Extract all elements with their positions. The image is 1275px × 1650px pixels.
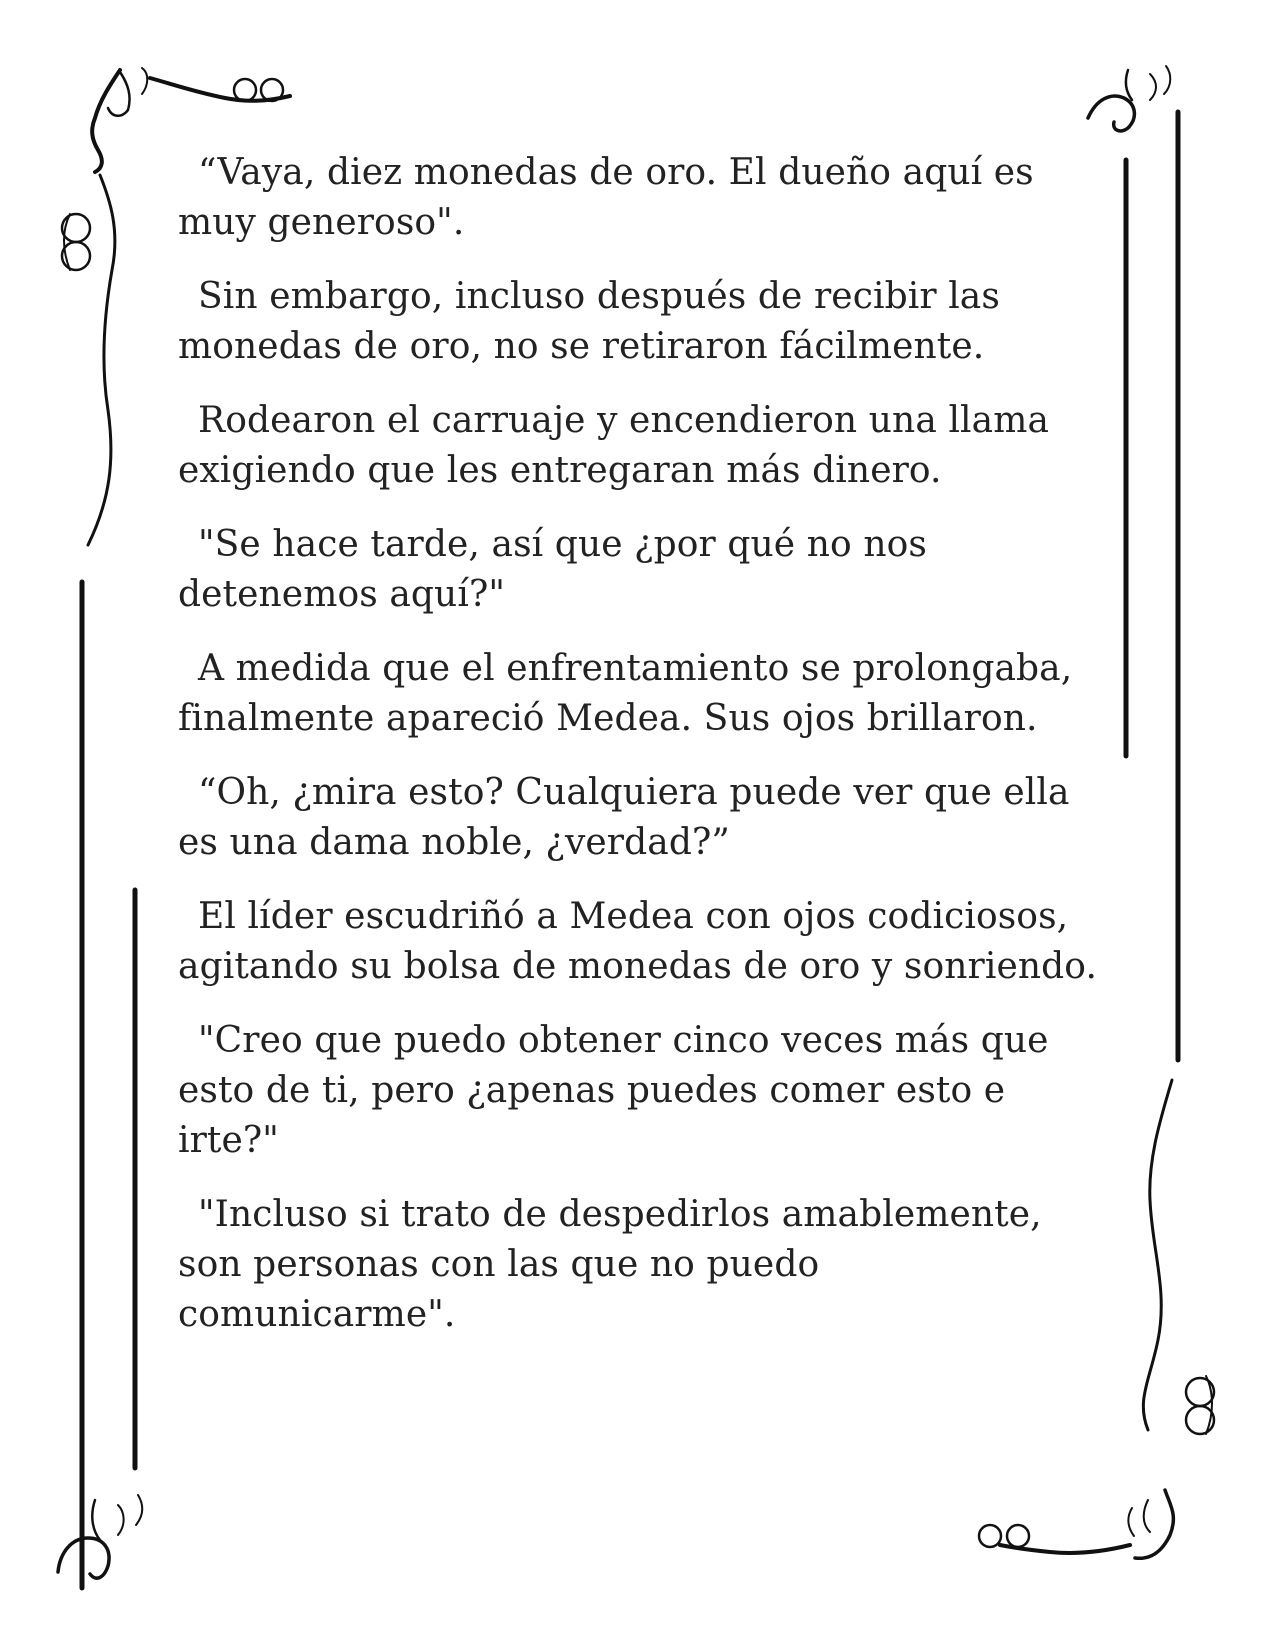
paragraph-1: “Vaya, diez monedas de oro. El dueño aquí es muy generoso".: [178, 152, 1034, 243]
bottom-left-flourish-icon: [58, 1495, 142, 1578]
paragraph-5: A medida que el enfrentamiento se prolongaba, finalmente apareció Medea. Sus ojos brillaron.: [178, 648, 1073, 739]
paragraph-7: El líder escudriñó a Medea con ojos codiciosos, agitando su bolsa de monedas de oro y sonriendo.: [178, 896, 1097, 987]
paragraph-6: “Oh, ¿mira esto? Cualquiera puede ver que ella es una dama noble, ¿verdad?”: [178, 772, 1070, 863]
paragraph-4: "Se hace tarde, así que ¿por qué no nos detenemos aquí?": [178, 524, 927, 615]
paragraph-3: Rodearon el carruaje y encendieron una llama exigiendo que les entregaran más dinero.: [178, 400, 1050, 491]
body-text: [178, 148, 1108, 1364]
paragraph-2: Sin embargo, incluso después de recibir las monedas de oro, no se retiraron fácilmente.: [178, 276, 1000, 367]
top-right-flourish-icon: [1088, 66, 1170, 131]
paragraph-8: "Creo que puedo obtener cinco veces más que esto de ti, pero ¿apenas puedes comer esto e irte?": [178, 1020, 1049, 1161]
paragraph-9: "Incluso si trato de despedirlos amablemente, son personas con las que no puedo comunicarme".: [178, 1194, 1042, 1335]
